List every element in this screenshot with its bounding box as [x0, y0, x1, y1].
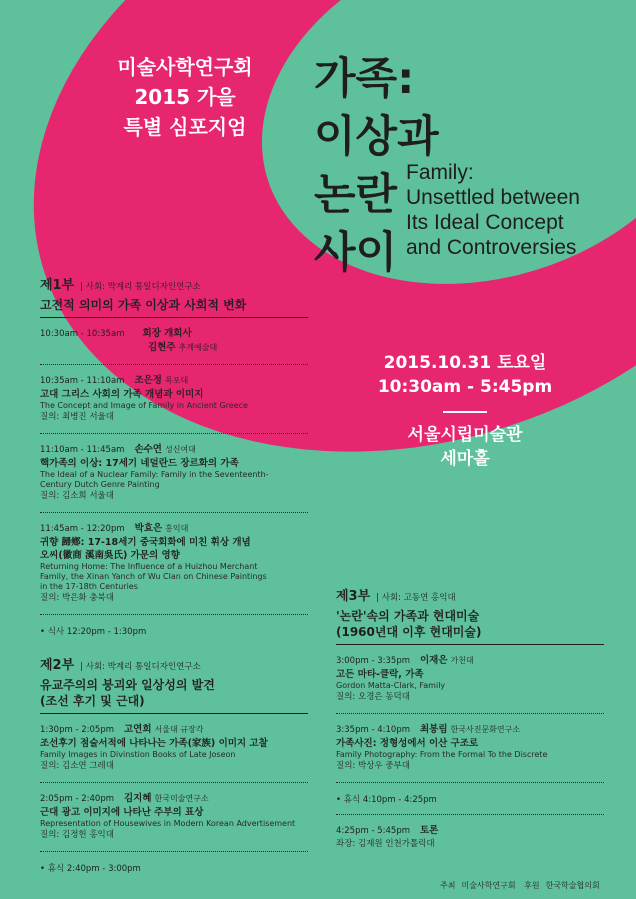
divider: [40, 433, 308, 434]
discussant: 질의: 박은화 충북대: [40, 593, 114, 603]
talk-time: 1:30pm - 2:05pm: [40, 725, 114, 735]
talk-title-en-1: Returning Home: The Influence of a Huizhou Merchant: [40, 562, 258, 571]
talk-time: 2:05pm - 2:40pm: [40, 794, 114, 804]
session-3-rule: [336, 644, 604, 645]
talk-title-ko: 고든 마타-클락, 가족: [336, 669, 424, 680]
speaker-name: 고연희: [124, 724, 152, 735]
session-3-title-1: '논란'속의 가족과 현대미술: [336, 609, 480, 623]
speaker-affiliation: 가천대: [450, 656, 474, 665]
session-1-moderator: | 사회: 박계리 통일디자인연구소: [80, 282, 201, 292]
talk-3: [40, 443, 308, 503]
speaker-name: 김지혜: [124, 793, 152, 804]
session-3-number: 제3부: [336, 589, 371, 604]
discussant: 질의: 김소희 서울대: [40, 491, 114, 501]
sponsor-label: 후원: [524, 881, 540, 890]
session-1-rule: [40, 317, 308, 318]
divider: [443, 411, 487, 413]
lunch-break: • 식사 12:20pm - 1:30pm: [40, 627, 147, 637]
venue-line-2: 세마홀: [440, 449, 490, 469]
talk-4: [40, 522, 308, 605]
divider: [336, 782, 604, 783]
talk-opening: [40, 327, 308, 355]
discussant: 질의: 최병진 서울대: [40, 412, 114, 422]
talk-title-en-1: The Ideal of a Nuclear Family: Family in the Seventeenth-: [40, 470, 269, 479]
title-line-2: 이상과: [314, 112, 439, 162]
talk-title-en: Representation of Housewives in Modern Korean Advertisement: [40, 819, 296, 828]
talk-title-en: Gordon Matta-Clark, Family: [336, 681, 446, 690]
talk-title-ko: 조선후기 점술서적에 나타나는 가족(家族) 이미지 고찰: [40, 738, 268, 749]
talk-8: [336, 723, 604, 773]
host-title: [75, 52, 295, 142]
speaker-name: 김현주: [148, 342, 176, 353]
divider: [40, 851, 308, 852]
speaker-affiliation: 추계예술대: [178, 343, 218, 352]
talk-title-ko: 근대 광고 이미지에 나타난 주부의 표상: [40, 807, 204, 818]
divider: [336, 713, 604, 714]
title-line-4: 사이: [314, 228, 398, 278]
speaker-affiliation: 홍익대: [165, 524, 189, 533]
talk-time: 10:35am - 11:10am: [40, 376, 125, 386]
talk-time: 3:35pm - 4:10pm: [336, 725, 410, 735]
session-1: [40, 274, 308, 637]
sponsor: 한국학술협의회: [545, 881, 600, 890]
discussant: 질의: 오경은 동덕대: [336, 692, 410, 702]
discussant: 질의: 박상우 중부대: [336, 761, 410, 771]
title-line-1: 가족:: [314, 54, 415, 104]
speaker-name: 손수연: [134, 444, 162, 455]
divider: [336, 814, 604, 815]
talk-title-ko-1: 귀향 歸鄕: 17-18세기 중국회화에 미친 휘상 개념: [40, 537, 251, 548]
organizer-label: 주최: [440, 881, 456, 890]
talk-2: [40, 374, 308, 424]
divider: [40, 614, 308, 615]
talk-time: 11:10am - 11:45am: [40, 445, 125, 455]
coffee-break: • 휴식 4:10pm - 4:25pm: [336, 795, 437, 805]
organizer: 미술사학연구회: [461, 881, 516, 890]
talk-time: 10:30am - 10:35am: [40, 329, 125, 339]
coffee-break: • 휴식 2:40pm - 3:00pm: [40, 864, 141, 874]
talk-time: 3:00pm - 3:35pm: [336, 656, 410, 666]
talk-title-en-2: Century Dutch Genre Painting: [40, 480, 160, 489]
talk-time: 4:25pm - 5:45pm: [336, 826, 410, 836]
session-1-header: [40, 274, 308, 293]
talk-5: [40, 723, 308, 773]
session-2-moderator: | 사회: 박계리 통일디자인연구소: [80, 662, 201, 672]
discussion-title: 토론: [420, 825, 439, 836]
session-2-header: [40, 654, 308, 673]
session-3-header: [336, 585, 604, 604]
speaker-affiliation: 한국미술연구소: [154, 794, 209, 803]
en-line-2: Unsettled between: [406, 186, 580, 209]
host-line-1: 미술사학연구회: [117, 55, 253, 79]
host-line-3: 특별 심포지엄: [123, 115, 247, 139]
talk-title-en: Family Photography: From the Formal To the Discrete: [336, 750, 548, 759]
talk-6: [40, 792, 308, 842]
talk-title-ko: 가족사진: 정형성에서 이산 구조로: [336, 738, 479, 749]
speaker-name: 이재은: [420, 655, 448, 666]
talk-title-en-3: in the 17-18th Centuries: [40, 582, 138, 591]
session-1-number: 제1부: [40, 278, 75, 293]
speaker-affiliation: 서울대 규장각: [154, 725, 204, 734]
discussant: 질의: 김소연 그레대: [40, 761, 114, 771]
speaker-affiliation: 한국사진문화연구소: [450, 725, 521, 734]
english-title: [406, 160, 580, 260]
en-line-4: and Controversies: [406, 236, 577, 259]
divider: [40, 782, 308, 783]
speaker-name: 최봉림: [420, 724, 448, 735]
session-3-moderator: | 사회: 고동연 홍익대: [376, 593, 456, 603]
talk-title-ko: 고대 그리스 사회의 가족 개념과 이미지: [40, 389, 204, 400]
talk-title-en: Family Images in Divinstion Books of Late Joseon: [40, 750, 236, 759]
divider: [40, 512, 308, 513]
session-3-title-2: (1960년대 이후 현대미술): [336, 625, 482, 639]
talk-title: 회장 개회사: [142, 328, 192, 339]
event-time: 10:30am - 5:45pm: [377, 377, 553, 397]
session-2-title-2: (조선 후기 및 근대): [40, 694, 145, 708]
en-line-1: Family:: [406, 161, 474, 184]
venue-line-1: 서울시립미술관: [407, 425, 523, 445]
talk-title-en-2: Family, the Xinan Yanch of Wu Clan on Chinese Paintings: [40, 572, 267, 581]
speaker-name: 박효은: [134, 523, 163, 534]
talk-title-en: The Concept and Image of Family in Ancient Greece: [40, 401, 248, 410]
session-2-number: 제2부: [40, 658, 75, 673]
event-date: 2015.10.31 토요일: [383, 353, 547, 373]
chair: 좌장: 김재원 인천가톨릭대: [336, 839, 435, 849]
session-2-rule: [40, 713, 308, 714]
speaker-affiliation: 성신여대: [164, 445, 196, 454]
talk-title-ko: 핵가족의 이상: 17세기 네덜란드 장르화의 가족: [40, 458, 239, 469]
talk-time: 11:45am - 12:20pm: [40, 524, 125, 534]
discussant: 질의: 김정헌 홍익대: [40, 830, 114, 840]
en-line-3: Its Ideal Concept: [406, 211, 564, 234]
event-info: [360, 351, 570, 471]
session-2: [40, 654, 308, 874]
footer: [440, 880, 606, 891]
session-3: [336, 585, 604, 851]
session-2-title-1: 유교주의의 붕괴와 일상성의 발견: [40, 678, 215, 692]
session-1-title: 고전적 의미의 가족 이상과 사회적 변화: [40, 298, 247, 312]
talk-7: [336, 654, 604, 704]
host-line-2: 2015 가을: [134, 85, 236, 109]
talk-title-ko-2: 오씨(徽商 溪南吳氏) 가문의 영향: [40, 550, 180, 561]
speaker-affiliation: 목포대: [164, 376, 189, 385]
speaker-name: 조은정: [134, 375, 162, 386]
talk-discussion: [336, 824, 604, 851]
divider: [40, 364, 308, 365]
title-line-3: 논란: [314, 170, 398, 220]
